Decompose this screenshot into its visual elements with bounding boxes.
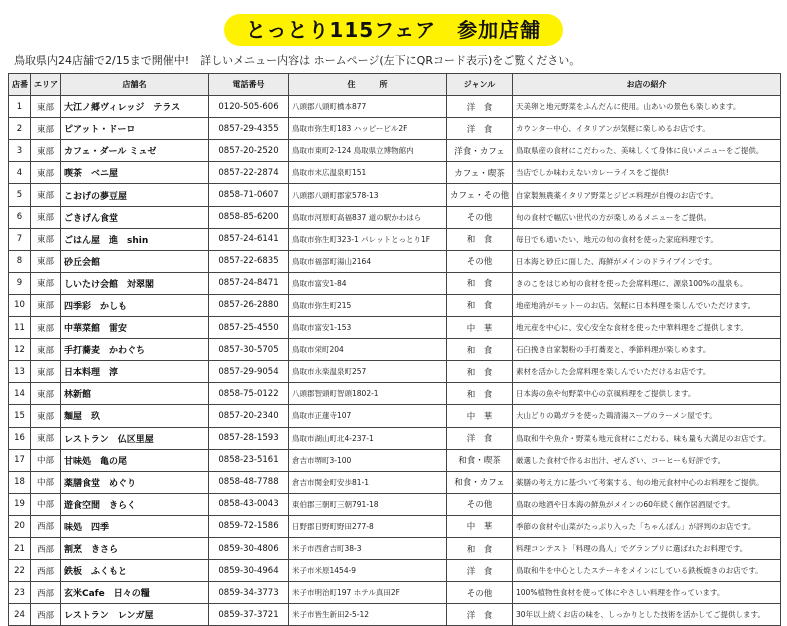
introduction-cell: 30年以上続くお店の味を、しっかりとした技術を活かしてご提供します。 bbox=[513, 604, 781, 626]
address-cell: 鳥取市湖山町北4-237-1 bbox=[289, 427, 447, 449]
phone-number-cell: 0120-505-606 bbox=[209, 96, 289, 118]
phone-number-cell: 0859-37-3721 bbox=[209, 604, 289, 626]
address-cell: 八頭郡八頭町橋本877 bbox=[289, 96, 447, 118]
introduction-cell: 鳥取県産の食材にこだわった、美味しくて身体に良いメニューをご提供。 bbox=[513, 140, 781, 162]
genre-cell: 中 華 bbox=[447, 515, 513, 537]
introduction-cell: 季節の食材や山菜がたっぷり入った「ちゃんぽん」が評判のお店です。 bbox=[513, 515, 781, 537]
genre-cell: 和食・カフェ bbox=[447, 471, 513, 493]
store-table bbox=[8, 73, 781, 626]
phone-number-cell: 0858-71-0607 bbox=[209, 184, 289, 206]
title-area bbox=[0, 14, 787, 46]
genre-cell: 洋 食 bbox=[447, 604, 513, 626]
introduction-cell: 素材を活かした会席料理を楽しんでいただけるお店です。 bbox=[513, 361, 781, 383]
table-row bbox=[9, 339, 781, 361]
genre-cell: 和 食 bbox=[447, 294, 513, 316]
area-cell: 西部 bbox=[31, 604, 61, 626]
area-cell: 東部 bbox=[31, 361, 61, 383]
area-cell: 東部 bbox=[31, 294, 61, 316]
genre-cell: その他 bbox=[447, 250, 513, 272]
address-cell: 東伯郡三朝町三朝791-18 bbox=[289, 493, 447, 515]
lead-text: 鳥取県内24店舗で2/15まで開催中! 詳しいメニュー内容は ホームページ(左下にQRコード表示)をご覧ください。 bbox=[14, 54, 581, 67]
introduction-cell: カウンター中心、イタリアンが気軽に楽しめるお店です。 bbox=[513, 118, 781, 140]
table-row bbox=[9, 184, 781, 206]
phone-number-cell: 0859-72-1586 bbox=[209, 515, 289, 537]
store-name-cell: 遊食空間 きらく bbox=[61, 493, 209, 515]
store-number-cell: 23 bbox=[9, 582, 31, 604]
phone-number-cell: 0857-20-2340 bbox=[209, 405, 289, 427]
table-row bbox=[9, 449, 781, 471]
store-name-cell: 日本料理 淳 bbox=[61, 361, 209, 383]
store-number-cell: 9 bbox=[9, 272, 31, 294]
area-cell: 中部 bbox=[31, 449, 61, 471]
genre-cell: 和 食 bbox=[447, 361, 513, 383]
genre-cell: 洋 食 bbox=[447, 427, 513, 449]
phone-number-cell: 0858-85-6200 bbox=[209, 206, 289, 228]
genre-cell: 和 食 bbox=[447, 339, 513, 361]
table-body bbox=[9, 96, 781, 626]
store-number-cell: 20 bbox=[9, 515, 31, 537]
store-number-cell: 10 bbox=[9, 294, 31, 316]
introduction-cell: 地元産を中心に、安心安全な食材を使った中華料理をご提供します。 bbox=[513, 317, 781, 339]
table-row bbox=[9, 471, 781, 493]
introduction-cell: 100%植物性食材を使って体にやさしい料理を作っています。 bbox=[513, 582, 781, 604]
genre-cell: 和 食 bbox=[447, 228, 513, 250]
page-title: とっとり115フェア 参加店舗 bbox=[224, 14, 563, 46]
address-cell: 鳥取市東町2-124 鳥取県立博物館内 bbox=[289, 140, 447, 162]
table-row bbox=[9, 405, 781, 427]
introduction-cell: 大山どりの鶏ガラを使った鶏清湯スープのラーメン屋です。 bbox=[513, 405, 781, 427]
genre-cell: その他 bbox=[447, 582, 513, 604]
address-cell: 鳥取市永楽温泉町257 bbox=[289, 361, 447, 383]
introduction-cell: 厳選した食材で作るお出汁、ぜんざい、コーヒーも好評です。 bbox=[513, 449, 781, 471]
area-cell: 東部 bbox=[31, 383, 61, 405]
header-genre: ジャンル bbox=[447, 74, 513, 96]
header-no: 店番 bbox=[9, 74, 31, 96]
address-cell: 鳥取市弥生町323-1 パレットとっとり1F bbox=[289, 228, 447, 250]
store-name-cell: 味処 四季 bbox=[61, 515, 209, 537]
introduction-cell: 薬膳の考え方に基づいて考案する、旬の地元食材中心のお料理をご提供。 bbox=[513, 471, 781, 493]
area-cell: 西部 bbox=[31, 515, 61, 537]
store-number-cell: 24 bbox=[9, 604, 31, 626]
address-cell: 鳥取市正蓮寺107 bbox=[289, 405, 447, 427]
table-row bbox=[9, 96, 781, 118]
introduction-cell: 当店でしか味わえないカレーライスをご提供! bbox=[513, 162, 781, 184]
store-number-cell: 14 bbox=[9, 383, 31, 405]
store-number-cell: 3 bbox=[9, 140, 31, 162]
phone-number-cell: 0857-24-6141 bbox=[209, 228, 289, 250]
table-row bbox=[9, 162, 781, 184]
store-number-cell: 8 bbox=[9, 250, 31, 272]
store-name-cell: 薬膳食堂 めぐり bbox=[61, 471, 209, 493]
table-row bbox=[9, 493, 781, 515]
store-name-cell: 玄米Cafe 日々の糧 bbox=[61, 582, 209, 604]
address-cell: 米子市米原1454-9 bbox=[289, 560, 447, 582]
store-name-cell: レストラン レンガ屋 bbox=[61, 604, 209, 626]
area-cell: 東部 bbox=[31, 162, 61, 184]
introduction-cell: 天美卵と地元野菜をふんだんに使用。山あいの景色も楽しめます。 bbox=[513, 96, 781, 118]
address-cell: 鳥取市栄町204 bbox=[289, 339, 447, 361]
area-cell: 東部 bbox=[31, 317, 61, 339]
store-number-cell: 18 bbox=[9, 471, 31, 493]
store-name-cell: ごはん屋 進 shin bbox=[61, 228, 209, 250]
area-cell: 西部 bbox=[31, 560, 61, 582]
introduction-cell: 旬の食材で幅広い世代の方が楽しめるメニューをご提供。 bbox=[513, 206, 781, 228]
genre-cell: 和 食 bbox=[447, 537, 513, 559]
store-number-cell: 2 bbox=[9, 118, 31, 140]
address-cell: 米子市西倉吉町38-3 bbox=[289, 537, 447, 559]
phone-number-cell: 0859-30-4964 bbox=[209, 560, 289, 582]
table-row bbox=[9, 118, 781, 140]
phone-number-cell: 0858-23-5161 bbox=[209, 449, 289, 471]
introduction-cell: 鳥取和牛や魚介・野菜も地元食材にこだわる、味も量も大満足のお店です。 bbox=[513, 427, 781, 449]
area-cell: 中部 bbox=[31, 493, 61, 515]
table-row bbox=[9, 294, 781, 316]
area-cell: 東部 bbox=[31, 250, 61, 272]
phone-number-cell: 0859-34-3773 bbox=[209, 582, 289, 604]
store-name-cell: 麺屋 玖 bbox=[61, 405, 209, 427]
genre-cell: カフェ・喫茶 bbox=[447, 162, 513, 184]
store-name-cell: 喫茶 ベニ屋 bbox=[61, 162, 209, 184]
area-cell: 中部 bbox=[31, 471, 61, 493]
genre-cell: 和 食 bbox=[447, 383, 513, 405]
table-row bbox=[9, 604, 781, 626]
store-number-cell: 12 bbox=[9, 339, 31, 361]
store-name-cell: カフェ・ダール ミュゼ bbox=[61, 140, 209, 162]
header-name: 店舗名 bbox=[61, 74, 209, 96]
phone-number-cell: 0857-29-4355 bbox=[209, 118, 289, 140]
store-name-cell: 砂丘会館 bbox=[61, 250, 209, 272]
phone-number-cell: 0857-30-5705 bbox=[209, 339, 289, 361]
area-cell: 東部 bbox=[31, 272, 61, 294]
store-name-cell: こおげの夢豆屋 bbox=[61, 184, 209, 206]
address-cell: 倉吉市堺町3-100 bbox=[289, 449, 447, 471]
address-cell: 鳥取市富安1-84 bbox=[289, 272, 447, 294]
table-row bbox=[9, 140, 781, 162]
genre-cell: 和 食 bbox=[447, 272, 513, 294]
introduction-cell: 日本海と砂丘に面した、海鮮がメインのドライブインです。 bbox=[513, 250, 781, 272]
genre-cell: その他 bbox=[447, 206, 513, 228]
store-number-cell: 7 bbox=[9, 228, 31, 250]
genre-cell: 中 華 bbox=[447, 405, 513, 427]
address-cell: 日野郡日野町野田277-8 bbox=[289, 515, 447, 537]
table-row bbox=[9, 361, 781, 383]
address-cell: 米子市明治町197 ホテル真田2F bbox=[289, 582, 447, 604]
genre-cell: カフェ・その他 bbox=[447, 184, 513, 206]
address-cell: 八頭郡智頭町智頭1802-1 bbox=[289, 383, 447, 405]
genre-cell: 和食・喫茶 bbox=[447, 449, 513, 471]
phone-number-cell: 0857-24-8471 bbox=[209, 272, 289, 294]
genre-cell: 洋 食 bbox=[447, 560, 513, 582]
header-intro: お店の紹介 bbox=[513, 74, 781, 96]
store-number-cell: 6 bbox=[9, 206, 31, 228]
phone-number-cell: 0859-30-4806 bbox=[209, 537, 289, 559]
phone-number-cell: 0857-28-1593 bbox=[209, 427, 289, 449]
store-number-cell: 19 bbox=[9, 493, 31, 515]
introduction-cell: 石臼挽き自家製粉の手打蕎麦と、季節料理が楽しめます。 bbox=[513, 339, 781, 361]
table-row bbox=[9, 560, 781, 582]
store-name-cell: ピアット・ドーロ bbox=[61, 118, 209, 140]
phone-number-cell: 0858-48-7788 bbox=[209, 471, 289, 493]
store-name-cell: しいたけ会館 対翠閣 bbox=[61, 272, 209, 294]
address-cell: 八頭郡八頭町郡家578-13 bbox=[289, 184, 447, 206]
table-row bbox=[9, 228, 781, 250]
table-row bbox=[9, 537, 781, 559]
table-row bbox=[9, 427, 781, 449]
address-cell: 鳥取市福部町湯山2164 bbox=[289, 250, 447, 272]
header-tel: 電話番号 bbox=[209, 74, 289, 96]
header-address: 住 所 bbox=[289, 74, 447, 96]
store-number-cell: 5 bbox=[9, 184, 31, 206]
introduction-cell: きのこをはじめ旬の食材を使った会席料理に、源泉100%の温泉も。 bbox=[513, 272, 781, 294]
phone-number-cell: 0857-29-9054 bbox=[209, 361, 289, 383]
store-name-cell: 中華菜館 雷安 bbox=[61, 317, 209, 339]
address-cell: 鳥取市弥生町183 ハッピービル2F bbox=[289, 118, 447, 140]
introduction-cell: 自家製無農薬イタリア野菜とジビエ料理が自慢のお店です。 bbox=[513, 184, 781, 206]
store-number-cell: 21 bbox=[9, 537, 31, 559]
store-number-cell: 15 bbox=[9, 405, 31, 427]
genre-cell: その他 bbox=[447, 493, 513, 515]
area-cell: 東部 bbox=[31, 339, 61, 361]
table-row bbox=[9, 317, 781, 339]
introduction-cell: 鳥取和牛を中心としたステーキをメインにしている鉄板焼きのお店です。 bbox=[513, 560, 781, 582]
store-name-cell: 大江ノ郷ヴィレッジ テラス bbox=[61, 96, 209, 118]
area-cell: 西部 bbox=[31, 537, 61, 559]
table-row bbox=[9, 206, 781, 228]
phone-number-cell: 0858-43-0043 bbox=[209, 493, 289, 515]
genre-cell: 洋 食 bbox=[447, 118, 513, 140]
store-name-cell: 鉄板 ふくもと bbox=[61, 560, 209, 582]
address-cell: 鳥取市河原町高福837 道の駅かわはら bbox=[289, 206, 447, 228]
store-name-cell: 四季彩 かしも bbox=[61, 294, 209, 316]
table-row bbox=[9, 515, 781, 537]
area-cell: 東部 bbox=[31, 405, 61, 427]
store-number-cell: 4 bbox=[9, 162, 31, 184]
store-name-cell: 手打蕎麦 かわぐち bbox=[61, 339, 209, 361]
area-cell: 東部 bbox=[31, 96, 61, 118]
area-cell: 東部 bbox=[31, 206, 61, 228]
store-number-cell: 16 bbox=[9, 427, 31, 449]
store-number-cell: 11 bbox=[9, 317, 31, 339]
address-cell: 鳥取市富安1-153 bbox=[289, 317, 447, 339]
phone-number-cell: 0857-25-4550 bbox=[209, 317, 289, 339]
phone-number-cell: 0857-26-2880 bbox=[209, 294, 289, 316]
address-cell: 米子市皆生新田2-5-12 bbox=[289, 604, 447, 626]
store-number-cell: 17 bbox=[9, 449, 31, 471]
introduction-cell: 鳥取の地酒や日本海の鮮魚がメインの60年続く創作居酒屋です。 bbox=[513, 493, 781, 515]
area-cell: 東部 bbox=[31, 184, 61, 206]
introduction-cell: 毎日でも通いたい、地元の旬の食材を使った家庭料理です。 bbox=[513, 228, 781, 250]
area-cell: 東部 bbox=[31, 118, 61, 140]
store-number-cell: 1 bbox=[9, 96, 31, 118]
genre-cell: 洋食・カフェ bbox=[447, 140, 513, 162]
area-cell: 東部 bbox=[31, 140, 61, 162]
genre-cell: 中 華 bbox=[447, 317, 513, 339]
store-name-cell: 林新館 bbox=[61, 383, 209, 405]
phone-number-cell: 0857-22-6835 bbox=[209, 250, 289, 272]
table-row bbox=[9, 383, 781, 405]
phone-number-cell: 0857-22-2874 bbox=[209, 162, 289, 184]
header-area: エリア bbox=[31, 74, 61, 96]
address-cell: 倉吉市関金町安歩81-1 bbox=[289, 471, 447, 493]
store-name-cell: 割烹 きさら bbox=[61, 537, 209, 559]
introduction-cell: 料理コンテスト「料理の鳥人」でグランプリに選ばれたお料理です。 bbox=[513, 537, 781, 559]
store-number-cell: 22 bbox=[9, 560, 31, 582]
store-name-cell: 甘味処 亀の尾 bbox=[61, 449, 209, 471]
table-header-row bbox=[9, 74, 781, 96]
area-cell: 東部 bbox=[31, 427, 61, 449]
store-number-cell: 13 bbox=[9, 361, 31, 383]
genre-cell: 洋 食 bbox=[447, 96, 513, 118]
area-cell: 西部 bbox=[31, 582, 61, 604]
area-cell: 東部 bbox=[31, 228, 61, 250]
address-cell: 鳥取市弥生町215 bbox=[289, 294, 447, 316]
table-row bbox=[9, 582, 781, 604]
store-name-cell: レストラン 仏区里屋 bbox=[61, 427, 209, 449]
introduction-cell: 地産地消がモットーのお店。気軽に日本料理を楽しんでいただけます。 bbox=[513, 294, 781, 316]
phone-number-cell: 0858-75-0122 bbox=[209, 383, 289, 405]
address-cell: 鳥取市末広温泉町151 bbox=[289, 162, 447, 184]
table-row bbox=[9, 272, 781, 294]
phone-number-cell: 0857-20-2520 bbox=[209, 140, 289, 162]
introduction-cell: 日本海の魚や旬野菜中心の京風料理をご提供します。 bbox=[513, 383, 781, 405]
table-row bbox=[9, 250, 781, 272]
store-name-cell: ごきげん食堂 bbox=[61, 206, 209, 228]
